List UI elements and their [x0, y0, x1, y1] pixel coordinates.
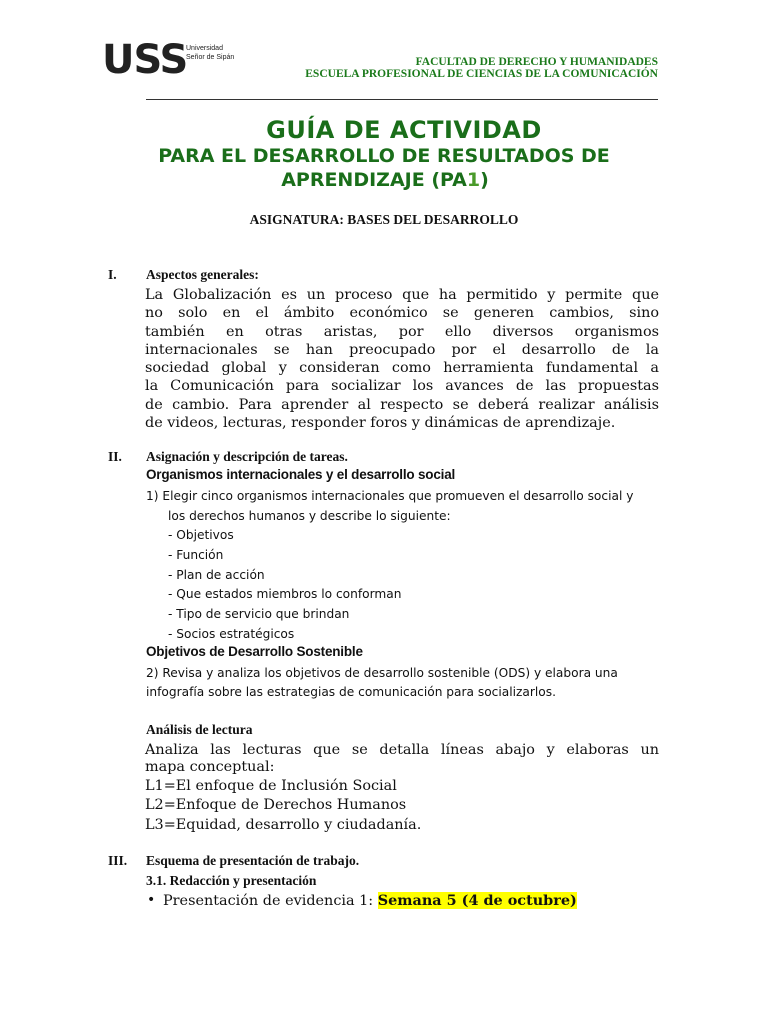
task1-line1: 1) Elegir cinco organismos internacionales que promueven el desarrollo social y — [146, 489, 634, 503]
school-name: ESCUELA PROFESIONAL DE CIENCIAS DE LA COMUNICACIÓN — [305, 68, 658, 80]
reading-item: L3=Equidad, desarrollo y ciudadanía. — [145, 817, 422, 833]
paragraph-line: de cambio. Para aprender al respecto se deberá realizar análisis — [145, 396, 659, 413]
task1-item: - Tipo de servicio que brindan — [168, 607, 350, 621]
paragraph-line: también en otras aristas, por ello diversos organismos — [145, 323, 659, 340]
subtitle-line2 — [0, 168, 768, 192]
section2-subheading-organisms: Organismos internacionales y el desarrollo social — [146, 467, 456, 482]
task1-item: - Socios estratégicos — [168, 627, 295, 641]
task1-item: - Que estados miembros lo conforman — [168, 587, 402, 601]
task1-line2: los derechos humanos y describe lo siguiente: — [168, 509, 451, 523]
subtitle-pa-suffix: ) — [480, 169, 489, 191]
task1-item: - Objetivos — [168, 528, 234, 542]
subtitle-line1: PARA EL DESARROLLO DE RESULTADOS DE — [158, 145, 610, 167]
bullet-icon: • — [147, 892, 156, 908]
subtitle-pa-number: 1 — [466, 169, 481, 191]
subtitle-pa-prefix: APRENDIZAJE (PA — [281, 169, 467, 191]
section3-heading: Esquema de presentación de trabajo. — [146, 853, 360, 868]
section2-subheading-ods: Objetivos de Desarrollo Sostenible — [146, 644, 363, 659]
paragraph-line: de videos, lecturas, responder foros y dinámicas de aprendizaje. — [145, 415, 616, 432]
faculty-name: FACULTAD DE DERECHO Y HUMANIDADES — [415, 56, 658, 68]
task1-item: - Función — [168, 548, 224, 562]
evidence-line — [163, 891, 577, 912]
paragraph-line: la Comunicación para socializar los avances de las propuestas — [145, 378, 659, 395]
evidence-date-highlight: Semana 5 (4 de octubre) — [377, 892, 577, 909]
evidence-label: Presentación de evidencia 1: — [163, 893, 378, 909]
paragraph-line: La Globalización es un proceso que ha permitido y permite que — [145, 287, 659, 303]
task2-line1: 2) Revisa y analiza los objetivos de desarrollo sostenible (ODS) y elabora una — [146, 666, 618, 680]
paragraph-line: sociedad global y consideran como herramienta fundamental a — [145, 360, 659, 377]
paragraph-line: Analiza las lecturas que se detalla líneas abajo y elaboras un — [145, 742, 659, 758]
section1-paragraph — [145, 286, 659, 432]
section3-subheading: 3.1. Redacción y presentación — [146, 873, 317, 888]
task1-item: - Plan de acción — [168, 568, 265, 582]
document-title: GUÍA DE ACTIVIDAD — [266, 116, 542, 144]
section1-number: I. — [108, 267, 117, 282]
task2-line2: infografía sobre las estrategias de comunicación para socializarlos. — [146, 685, 556, 699]
section1-heading: Aspectos generales: — [146, 267, 259, 282]
section2-heading: Asignación y descripción de tareas. — [146, 449, 348, 464]
reading-paragraph-line2: mapa conceptual: — [145, 759, 275, 775]
reading-item: L2=Enfoque de Derechos Humanos — [145, 797, 407, 813]
section2-subheading-reading: Análisis de lectura — [146, 722, 253, 737]
logo-subtitle-line1: Universidad — [186, 45, 223, 52]
paragraph-line: no solo en el ámbito económico se generen cambios, sino — [145, 305, 659, 322]
logo-subtitle-line2: Señor de Sipán — [186, 54, 235, 61]
header-rule — [146, 99, 658, 100]
subject-heading: ASIGNATURA: BASES DEL DESARROLLO — [249, 212, 519, 227]
section2-number: II. — [108, 449, 122, 464]
document-subtitle — [0, 144, 768, 192]
section3-number: III. — [108, 853, 128, 868]
reading-paragraph — [145, 741, 659, 759]
reading-item: L1=El enfoque de Inclusión Social — [145, 778, 397, 794]
paragraph-line: internacionales se han preocupado por el desarrollo de la — [145, 341, 659, 358]
uss-logo: USS — [102, 37, 188, 83]
